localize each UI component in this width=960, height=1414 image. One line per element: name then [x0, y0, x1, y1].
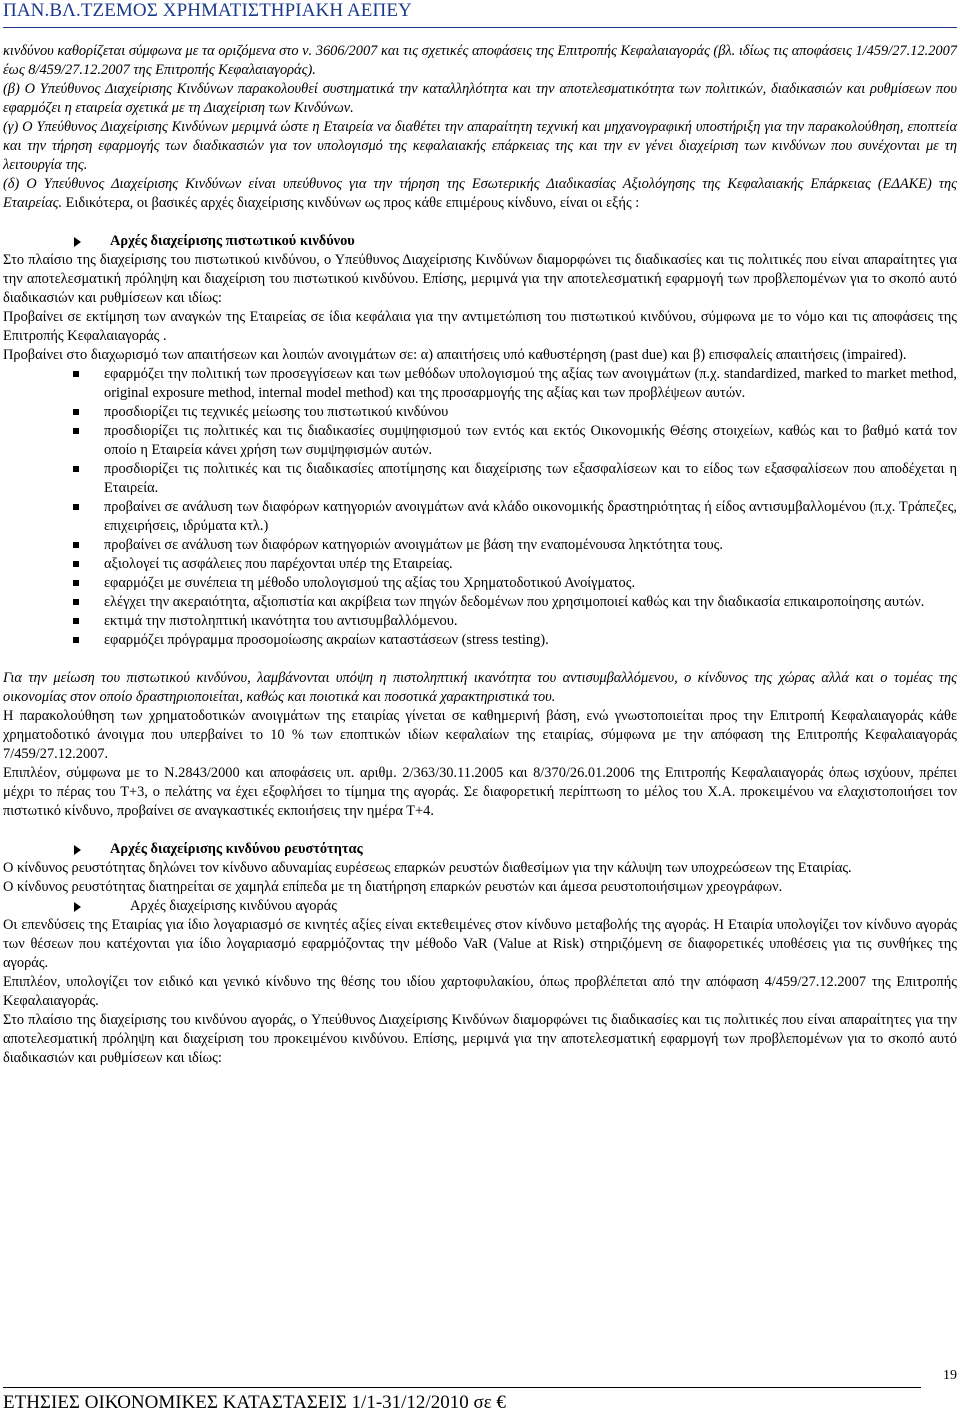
list-item-text: αξιολογεί τις ασφάλειες που παρέχονται υπέρ της Εταιρείας.: [104, 556, 453, 572]
page-header: [3, 0, 957, 36]
square-bullet-icon: [73, 599, 79, 605]
list-item: [3, 574, 957, 593]
list-item-text: εφαρμόζει την πολιτική των προσεγγίσεων και των μεθόδων υπολογισμού της αξίας των ανοιγμάτων (π.χ. standardized, marked to market method, original exposure method, internal model method) και της προσαρμογής της αξίας και των προβλέψεων αυτών.: [104, 366, 957, 401]
credit-bullet-list: [3, 365, 957, 650]
square-bullet-icon: [73, 618, 79, 624]
company-title: ΠΑΝ.ΒΛ.ΤΖΕΜΟΣ ΧΡΗΜΑΤΙΣΤΗΡΙΑΚΗ ΑΕΠΕΥ: [3, 0, 412, 21]
intro-paragraph-gamma: (γ) Ο Υπεύθυνος Διαχείρισης Κινδύνων μεριμνά ώστε η Εταιρεία να διαθέτει την απαραίτητη τεχνική και μηχανογραφική υποστήριξη για την παρακολούθηση, εποπτεία και την τήρηση εφαρμογής των διαδικασιών για τον υπολογισμό της κεφαλαιακής επάρκειας της και την εν γένει διαχείριση των κινδύνων που συνέχονται με τη λειτουργία της.: [3, 119, 957, 173]
spacer: [3, 821, 957, 840]
list-item-text: εκτιμά την πιστοληπτική ικανότητα του αντισυμβαλλόμενου.: [104, 613, 458, 629]
header-rule: [3, 27, 957, 28]
liquidity-paragraph-1: Ο κίνδυνος ρευστότητας δηλώνει τον κίνδυνο αδυναμίας ευρέσεως επαρκών ρευστών διαθεσίμων για την κάλυψη των υποχρεώσεων της Εταιρίας.: [3, 860, 852, 876]
square-bullet-icon: [73, 637, 79, 643]
list-item-text: προβαίνει σε ανάλυση των διαφόρων κατηγοριών ανοιγμάτων ανά κλάδο οικονομικής δραστηριότητας ή είδος αντισυμβαλλομένου (π.χ. Τράπεζες, επιχειρήσεις, ιδρύματα κτλ.): [104, 499, 957, 534]
list-item-text: προσδιορίζει τις τεχνικές μείωσης του πιστωτικού κινδύνου: [104, 404, 449, 420]
document-body: [3, 42, 957, 1068]
credit-paragraph-1: Στο πλαίσιο της διαχείρισης του πιστωτικού κινδύνου, ο Υπεύθυνος Διαχείρισης Κινδύνων διαμορφώνει τις διαδικασίες και τις πολιτικές που είναι απαραίτητες για την αποτελεσματική πρόληψη και διαχείριση του πιστωτικού κινδύνου. Επίσης, μεριμνά για την αποτελεσματική εφαρμογή των προβλεπομένων για το σκοπό αυτό διαδικασιών και ρυθμίσεων και ιδίως:: [3, 252, 957, 306]
list-item: [3, 593, 957, 612]
list-item-text: προσδιορίζει τις πολιτικές και τις διαδικασίες συμψηφισμού των εντός και εκτός Οικονομικής Θέσης στοιχείων, καθώς και το βαθμό κατά τον οποίο η Εταιρεία κάνει χρήση των συμψηφισμών αυτών.: [104, 423, 957, 458]
credit-paragraph-3: Προβαίνει στο διαχωρισμό των απαιτήσεων και λοιπών ανοιγμάτων σε: α) απαιτήσεις υπό καθυστέρηση (past due) και β) επισφαλείς απαιτήσεις (impaired).: [3, 347, 907, 363]
list-item: [3, 460, 957, 498]
liquidity-risk-heading-text: Αρχές διαχείρισης κινδύνου ρευστότητας: [110, 841, 363, 857]
list-item: [3, 498, 957, 536]
credit-paragraph-4: Για την μείωση του πιστωτικού κινδύνου, λαμβάνονται υπόψη η πιστοληπτική ικανότητα του αντισυμβαλλόμενου, ο κίνδυνος της χώρας αλλά και ο τομέας της οικονομίας στον οποίο δραστηριοποιείται, καθώς και ποιοτικά και ποσοτικά χαρακτηριστικά του.: [3, 670, 957, 705]
square-bullet-icon: [73, 428, 79, 434]
delta-italic-text: (δ) Ο Υπεύθυνος Διαχείρισης Κινδύνων είναι υπεύθυνος για την τήρηση της Εσωτερικής Διαδικασίας Αξιολόγησης της Κεφαλαιακής Επάρκειας (ΕΔΑΚΕ) της Εταιρείας.: [3, 176, 957, 211]
square-bullet-icon: [73, 409, 79, 415]
page-number: 19: [943, 1368, 957, 1383]
square-bullet-icon: [73, 542, 79, 548]
market-paragraph-3: Στο πλαίσιο της διαχείρισης του κινδύνου αγοράς, ο Υπεύθυνος Διαχείρισης Κινδύνων διαμορφώνει τις διαδικασίες και τις πολιτικές που είναι απαραίτητες για την αποτελεσματική πρόληψη και διαχείριση του προκειμένου κινδύνου. Επίσης, μεριμνά για την αποτελεσματική εφαρμογή των προβλεπομένων για το σκοπό αυτό διαδικασιών και ρυθμίσεων και ιδίως:: [3, 1012, 957, 1066]
arrow-bullet-icon: [74, 845, 81, 855]
credit-paragraph-6: Επιπλέον, σύμφωνα με το Ν.2843/2000 και αποφάσεις υπ. αριθμ. 2/363/30.11.2005 και 8/370/26.01.2006 της Επιτροπής Κεφαλαιαγοράς όπως ισχύουν, πρέπει μέχρι το πέρας του Τ+3, ο πελάτης να έχει εξοφλήσει το τίμημα της αγοράς. Σε διαφορετική περίπτωση το μέλος του Χ.Α. προκειμένου να ελαχιστοποιήσει τον πιστωτικό κίνδυνο, προβαίνει σε αναγκαστικές εκποιήσεις την ημέρα Τ+4.: [3, 765, 957, 819]
footer-title: ΕΤΗΣΙΕΣ ΟΙΚΟΝΟΜΙΚΕΣ ΚΑΤΑΣΤΑΣΕΙΣ 1/1-31/12/2010 σε €: [3, 1392, 506, 1413]
arrow-bullet-icon: [74, 902, 81, 912]
spacer: [3, 213, 957, 232]
credit-paragraph-2: Προβαίνει σε εκτίμηση των αναγκών της Εταιρείας σε ίδια κεφάλαια για την αντιμετώπιση του πιστωτικού κινδύνου, σύμφωνα με το νόμο και τις αποφάσεις της Επιτροπής Κεφαλαιαγοράς .: [3, 309, 957, 344]
liquidity-paragraph-2: Ο κίνδυνος ρευστότητας διατηρείται σε χαμηλά επίπεδα με τη διατήρηση επαρκών ρευστών και άμεσα ρευστοποιήσιμων χρεογράφων.: [3, 879, 783, 895]
list-item-text: ελέγχει την ακεραιότητα, αξιοπιστία και ακρίβεια των πηγών δεδομένων που χρησιμοποιεί καθώς και την διαδικασία επικαιροποίησης αυτών.: [104, 594, 925, 610]
list-item: [3, 612, 957, 631]
credit-risk-heading: [3, 232, 957, 251]
market-paragraph-1: Οι επενδύσεις της Εταιρίας για ίδιο λογαριασμό σε κινητές αξίες είναι εκτεθειμένες στον κίνδυνο μεταβολής της αγοράς. Η Εταιρία υπολογίζει τον κίνδυνο αγοράς των θέσεων που κατέχονται για ίδιο λογαριασμό εφαρμόζοντας την μέθοδο VaR (Value at Risk) στηριζόμενη σε διαφορετικές υποθέσεις για τις συνθήκες της αγοράς.: [3, 917, 957, 971]
market-risk-heading: [3, 897, 957, 916]
page-footer: [3, 1360, 957, 1413]
list-item: [3, 403, 957, 422]
list-item: [3, 365, 957, 403]
list-item-text: προβαίνει σε ανάλυση των διαφόρων κατηγοριών ανοιγμάτων με βάση την εναπομένουσα ληκτότητα τους.: [104, 537, 723, 553]
list-item: [3, 422, 957, 460]
credit-paragraph-5: Η παρακολούθηση των χρηματοδοτικών ανοιγμάτων της εταιρίας γίνεται σε καθημερινή βάση, ενώ γνωστοποιείται προς την Επιτροπή Κεφαλαιαγοράς κάθε χρηματοδοτικό άνοιγμα που υπερβαίνει το 10 % των εποπτικών ιδίων κεφαλαίων της εταιρίας, σύμφωνα με την απόφαση της Επιτροπής Κεφαλαιαγοράς 7/459/27.12.2007.: [3, 708, 957, 762]
intro-paragraph-delta: [3, 175, 957, 213]
market-risk-heading-text: Αρχές διαχείρισης κινδύνου αγοράς: [130, 898, 337, 914]
spacer: [3, 650, 957, 669]
market-paragraph-2: Επιπλέον, υπολογίζει τον ειδικό και γενικό κίνδυνο της θέσης του ιδίου χαρτοφυλακίου, όπως προβλέπεται από την απόφαση 4/459/27.12.2007 της Επιτροπής Κεφαλαιαγοράς.: [3, 974, 957, 1009]
credit-risk-heading-text: Αρχές διαχείρισης πιστωτικού κινδύνου: [110, 233, 355, 249]
square-bullet-icon: [73, 561, 79, 567]
list-item: [3, 555, 957, 574]
list-item-text: εφαρμόζει πρόγραμμα προσομοίωσης ακραίων καταστάσεων (stress testing).: [104, 632, 549, 648]
list-item-text: εφαρμόζει με συνέπεια τη μέθοδο υπολογισμού της αξίας του Χρηματοδοτικού Ανοίγματος.: [104, 575, 636, 591]
square-bullet-icon: [73, 371, 79, 377]
list-item: [3, 631, 957, 650]
square-bullet-icon: [73, 466, 79, 472]
intro-paragraph-beta: (β) Ο Υπεύθυνος Διαχείρισης Κινδύνων παρακολουθεί συστηματικά την καταλληλότητα και την αποτελεσματικότητα των πολιτικών, διαδικασιών και ρυθμίσεων που εφαρμόζει η εταιρεία σχετικά με τη Διαχείριση των Κινδύνων.: [3, 81, 957, 116]
delta-rest-text: Ειδικότερα, οι βασικές αρχές διαχείρισης κινδύνων ως προς κάθε επιμέρους κίνδυνο, είναι οι εξής :: [62, 195, 640, 211]
arrow-bullet-icon: [74, 237, 81, 247]
footer-rule: [3, 1387, 921, 1388]
square-bullet-icon: [73, 580, 79, 586]
intro-paragraph-continued: κινδύνου καθορίζεται σύμφωνα με τα οριζόμενα στο ν. 3606/2007 και τις σχετικές αποφάσεις της Επιτροπής Κεφαλαιαγοράς (βλ. ιδίως τις αποφάσεις 1/459/27.12.2007 έως 8/459/27.12.2007 της Επιτροπής Κεφαλαιαγοράς).: [3, 43, 957, 78]
list-item-text: προσδιορίζει τις πολιτικές και τις διαδικασίες αποτίμησης και διαχείρισης των εξασφαλίσεων και το είδος των εξασφαλίσεων που αποδέχεται η Εταιρεία.: [104, 461, 957, 496]
square-bullet-icon: [73, 504, 79, 510]
list-item: [3, 536, 957, 555]
liquidity-risk-heading: [3, 840, 957, 859]
